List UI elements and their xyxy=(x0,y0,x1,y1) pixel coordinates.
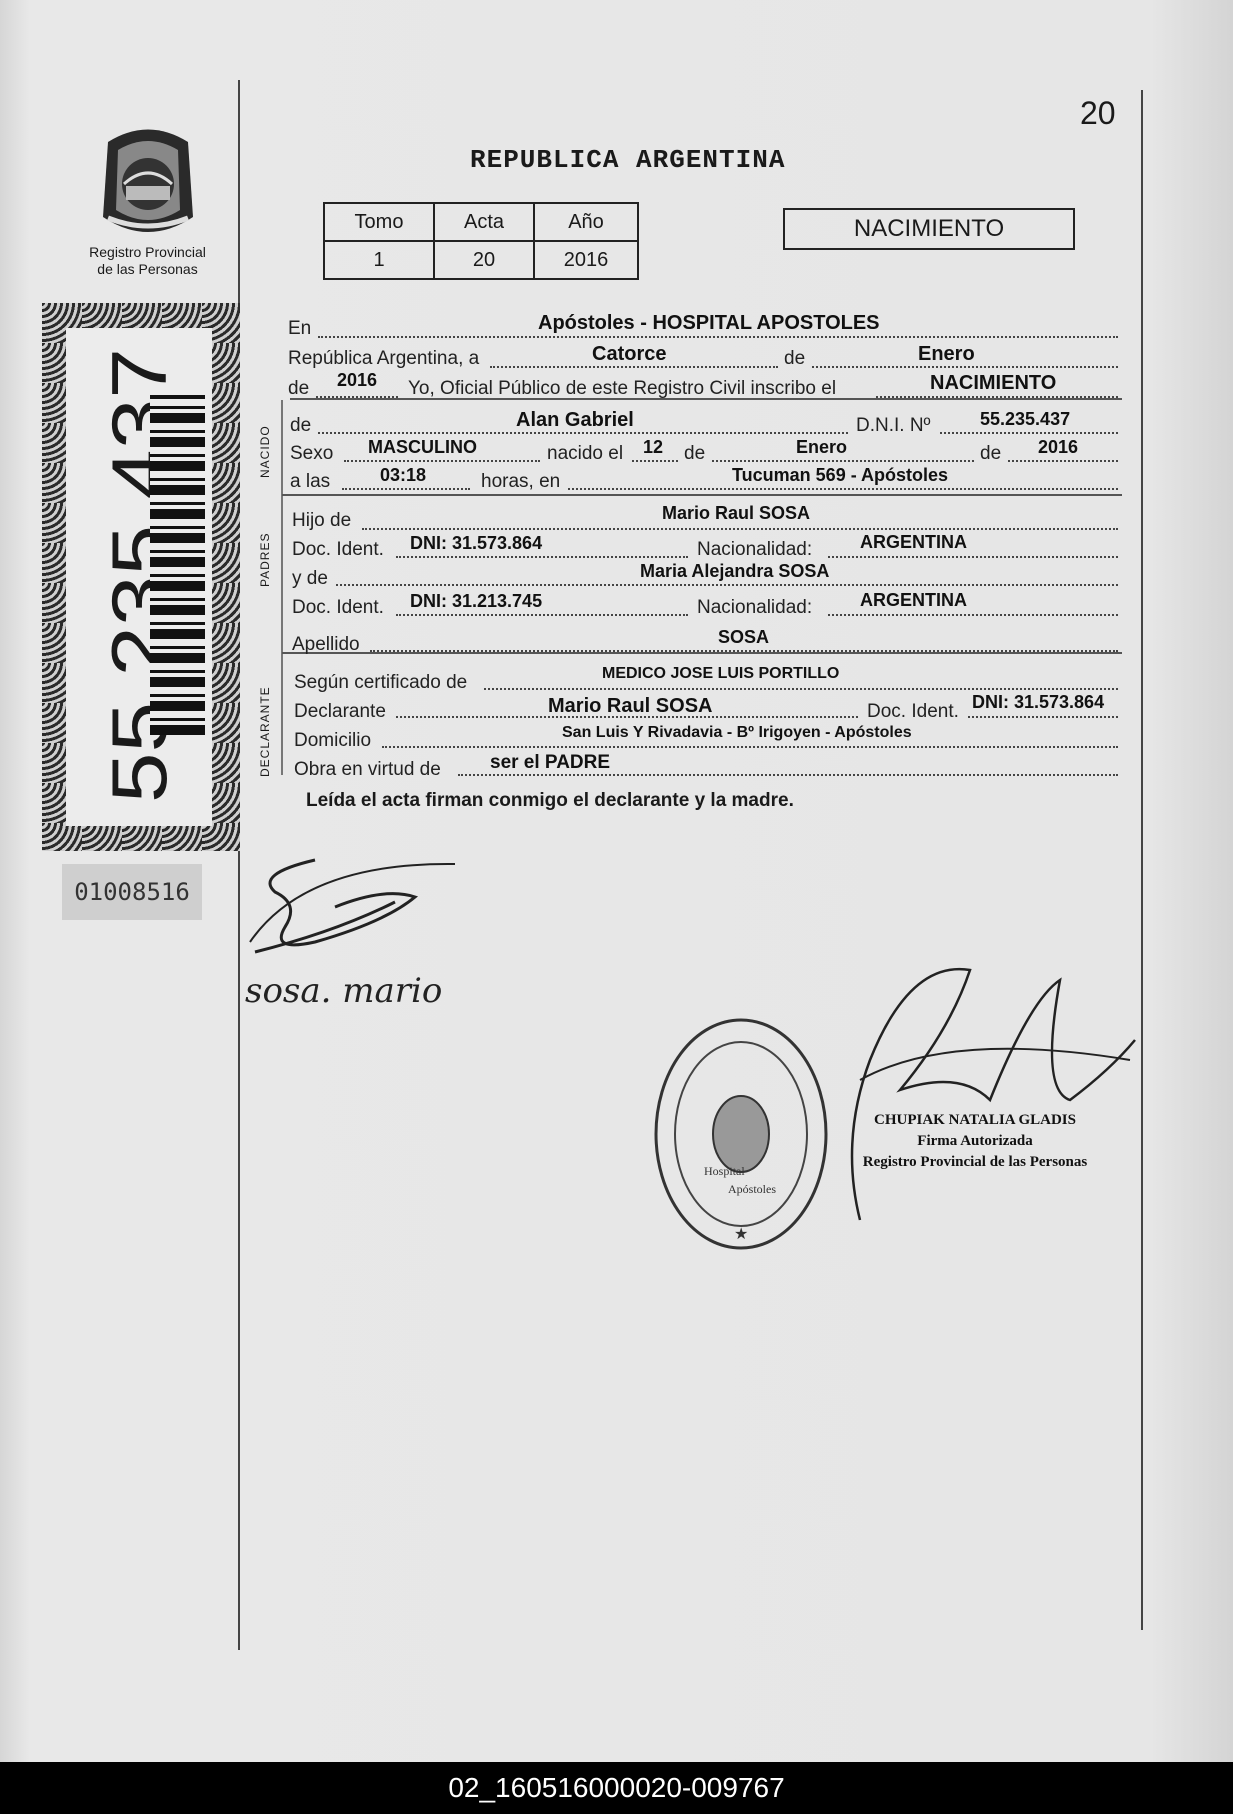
value-padre-doc: DNI: 31.573.864 xyxy=(410,533,543,553)
label-de-nombre: de xyxy=(290,415,312,436)
label-doc-ident-3: Doc. Ident. xyxy=(867,701,959,722)
dotline xyxy=(828,556,1118,558)
value-obra: ser el PADRE xyxy=(490,752,611,773)
value-nac-mes: Enero xyxy=(796,437,848,457)
dotline xyxy=(396,614,688,616)
header-acta: Acta xyxy=(434,203,534,241)
label-y-de: y de xyxy=(292,568,328,589)
value-nac-dia: 12 xyxy=(643,437,664,457)
label-yo-oficial: Yo, Oficial Público de este Registro Civil inscribo el xyxy=(408,378,837,399)
value-certificado: MEDICO JOSE LUIS PORTILLO xyxy=(602,665,840,682)
value-lugar: Apóstoles - HOSPITAL APOSTOLES xyxy=(538,312,880,334)
official-name: CHUPIAK NATALIA GLADIS xyxy=(874,1112,1076,1128)
page-number: 20 xyxy=(1080,95,1116,131)
label-a-las: a las xyxy=(290,471,331,492)
dotline xyxy=(458,774,1118,776)
registry-name xyxy=(60,244,235,278)
dotline xyxy=(1008,460,1118,462)
right-margin-line xyxy=(1141,90,1143,1630)
volume-table-values xyxy=(324,241,638,279)
value-madre: Maria Alejandra SOSA xyxy=(640,561,830,581)
value-nac-anio: 2016 xyxy=(1038,437,1079,457)
footer-code: 02_160516000020-009767 xyxy=(0,1762,1233,1814)
official-stamp xyxy=(855,1110,1095,1173)
svg-text:sosa. mario: sosa. mario xyxy=(245,971,443,1011)
registry-name-line2: de las Personas xyxy=(97,261,198,277)
value-domicilio: San Luis Y Rivadavia - Bº Irigoyen - Apóstoles xyxy=(562,724,912,741)
serial-number: 01008516 xyxy=(62,864,202,920)
value-madre-doc: DNI: 31.213.745 xyxy=(410,591,543,611)
label-doc-ident-1: Doc. Ident. xyxy=(292,539,384,560)
dotline xyxy=(568,488,1118,490)
dotline xyxy=(712,460,974,462)
label-de-anio: de xyxy=(288,378,310,399)
closing-statement: Leída el acta firman conmigo el declarante y la madre. xyxy=(306,790,794,811)
dotline xyxy=(316,396,398,398)
dotline xyxy=(632,460,678,462)
label-horas-en: horas, en xyxy=(481,471,561,492)
value-dni: 55.235.437 xyxy=(980,409,1071,429)
province-emblem-icon xyxy=(88,122,208,242)
official-signature xyxy=(830,940,1140,1230)
rule-after-padres xyxy=(282,652,1122,654)
value-apellido: SOSA xyxy=(718,627,770,647)
label-obra: Obra en virtud de xyxy=(294,759,441,780)
value-anio: 2016 xyxy=(534,241,638,279)
value-madre-nac: ARGENTINA xyxy=(860,590,967,610)
value-nombre: Alan Gabriel xyxy=(516,409,634,431)
section-divider-line xyxy=(281,400,283,775)
value-domicilio-nac: Tucuman 569 - Apóstoles xyxy=(732,465,949,485)
header-anio: Año xyxy=(534,203,638,241)
rule-after-nacido xyxy=(282,494,1122,496)
official-role: Firma Autorizada xyxy=(917,1133,1033,1149)
dotline xyxy=(812,366,1118,368)
dotline xyxy=(484,688,1118,690)
dotline xyxy=(382,746,1118,748)
label-sexo: Sexo xyxy=(290,443,334,464)
label-republica: República Argentina, a xyxy=(288,348,480,369)
volume-table-header xyxy=(324,203,638,241)
country-title: REPUBLICA ARGENTINA xyxy=(470,145,786,175)
label-dni: D.N.I. Nº xyxy=(856,415,931,436)
record-type-box: NACIMIENTO xyxy=(783,208,1075,250)
dotline xyxy=(362,528,1118,530)
label-nacionalidad-2: Nacionalidad: xyxy=(697,597,813,618)
section-label-declarante: DECLARANTE xyxy=(258,686,272,777)
dotline xyxy=(396,556,688,558)
value-acto: NACIMIENTO xyxy=(930,372,1057,394)
label-de-dia: de xyxy=(684,443,706,464)
dotline xyxy=(828,614,1118,616)
value-declarante-doc: DNI: 31.573.864 xyxy=(972,692,1105,712)
barcode xyxy=(150,395,205,735)
registry-name-line1: Registro Provincial xyxy=(89,244,206,260)
label-apellido: Apellido xyxy=(292,634,360,655)
label-domicilio: Domicilio xyxy=(294,730,372,751)
section-label-padres: PADRES xyxy=(258,532,272,587)
office-seal xyxy=(652,1015,830,1253)
declarant-signature xyxy=(245,852,475,1022)
dotline xyxy=(968,716,1118,718)
label-de-anio2: de xyxy=(980,443,1002,464)
label-de-mes: de xyxy=(784,348,806,369)
svg-text:Hospital: Hospital xyxy=(704,1164,745,1178)
dotline xyxy=(370,650,1118,652)
svg-text:55.235.437: 55.235.437 xyxy=(95,412,183,803)
label-en: En xyxy=(288,318,312,339)
value-tomo: 1 xyxy=(324,241,434,279)
dotline xyxy=(344,460,540,462)
dotline xyxy=(876,396,1118,398)
label-nacido-el: nacido el xyxy=(547,443,624,464)
volume-table xyxy=(323,202,639,280)
official-office: Registro Provincial de las Personas xyxy=(862,1154,1088,1170)
value-declarante: Mario Raul SOSA xyxy=(548,695,713,717)
dotline xyxy=(342,488,470,490)
value-mes: Enero xyxy=(918,343,975,365)
svg-text:★: ★ xyxy=(734,1226,749,1243)
svg-text:Apóstoles: Apóstoles xyxy=(728,1182,776,1196)
value-sexo: MASCULINO xyxy=(368,437,477,457)
label-doc-ident-2: Doc. Ident. xyxy=(292,597,384,618)
label-segun: Según certificado de xyxy=(294,672,468,693)
dotline xyxy=(490,366,778,368)
dotline xyxy=(318,432,848,434)
value-hora: 03:18 xyxy=(380,465,427,485)
dotline xyxy=(940,432,1118,434)
value-acta: 20 xyxy=(434,241,534,279)
value-padre-nac: ARGENTINA xyxy=(860,532,967,552)
value-anio: 2016 xyxy=(337,370,378,390)
value-padre: Mario Raul SOSA xyxy=(662,503,811,523)
label-hijo-de: Hijo de xyxy=(292,510,352,531)
label-nacionalidad-1: Nacionalidad: xyxy=(697,539,813,560)
value-dia: Catorce xyxy=(592,343,667,365)
dotline xyxy=(336,584,1118,586)
header-tomo: Tomo xyxy=(324,203,434,241)
label-declarante: Declarante xyxy=(294,701,386,722)
section-label-nacido: NACIDO xyxy=(258,425,272,478)
dotline xyxy=(318,336,1118,338)
